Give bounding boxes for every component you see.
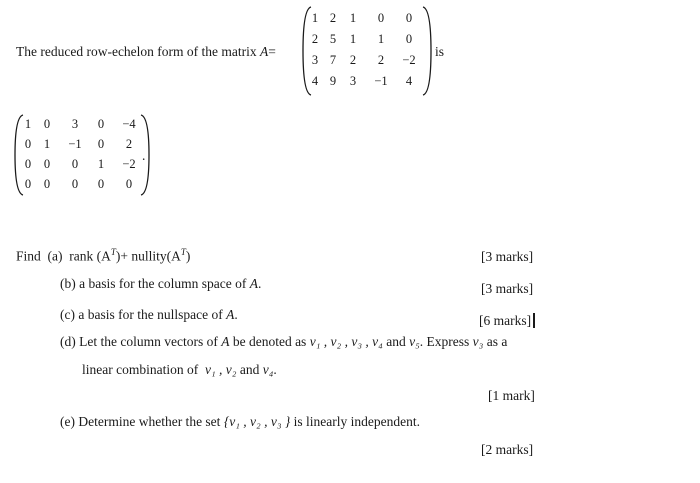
part-b-marks: [3 marks] bbox=[481, 281, 534, 296]
part-e bbox=[60, 414, 420, 430]
equals-sign: = bbox=[268, 44, 276, 59]
part-c-text: a basis for the nullspace of bbox=[78, 307, 223, 322]
rref-cell: 0 bbox=[97, 137, 105, 151]
matrix-a-cell: 2 bbox=[349, 53, 357, 67]
part-b-var: A bbox=[249, 276, 258, 291]
rref-cell: 0 bbox=[43, 177, 51, 191]
part-a-marks: [3 marks] bbox=[481, 249, 534, 264]
matrix-a-cell: 1 bbox=[349, 11, 357, 25]
part-c-marks-wrap bbox=[479, 313, 535, 329]
find-label: Find bbox=[16, 248, 41, 264]
rref-cell: 0 bbox=[24, 157, 32, 171]
part-d-line2 bbox=[82, 362, 277, 378]
part-d-line1c: . Express bbox=[419, 334, 470, 349]
rref-cell: 3 bbox=[71, 117, 79, 131]
part-a-sup2: T bbox=[180, 247, 186, 257]
matrix-a-cell: 0 bbox=[405, 32, 413, 46]
part-d-vecs: v₁ , v₂ , v₃ , v₄ bbox=[309, 334, 383, 349]
part-e-set: {v₁ , v₂ , v₃ } bbox=[223, 414, 291, 429]
part-d-var: A bbox=[221, 334, 230, 349]
part-c-marks: [6 marks] bbox=[479, 313, 532, 328]
part-d-line2a: linear combination of bbox=[82, 362, 199, 377]
part-a-text2: )+ nullity(A bbox=[115, 248, 181, 264]
part-a bbox=[16, 244, 190, 265]
matrix-a bbox=[302, 6, 432, 96]
part-d-label: (d) bbox=[60, 334, 76, 349]
matrix-a-cell: 2 bbox=[311, 32, 319, 46]
rref-cell: 0 bbox=[71, 177, 79, 191]
matrix-a-cell: 3 bbox=[311, 53, 319, 67]
matrix-a-cell: 1 bbox=[377, 32, 385, 46]
part-a-sup: T bbox=[110, 247, 116, 257]
rref-cell: 0 bbox=[24, 137, 32, 151]
part-d-line1d: as a bbox=[486, 334, 508, 349]
part-b bbox=[60, 276, 261, 292]
matrix-a-cell: 2 bbox=[377, 53, 385, 67]
part-e-text: Determine whether the set bbox=[78, 414, 221, 429]
part-e-label: (e) bbox=[60, 414, 75, 429]
part-d-line1b: be denoted as bbox=[232, 334, 307, 349]
part-e-marks: [2 marks] bbox=[481, 442, 534, 457]
rref-cell: 0 bbox=[97, 117, 105, 131]
rref-cell: 1 bbox=[24, 117, 32, 131]
is-text: is bbox=[435, 44, 445, 59]
part-d-line1 bbox=[60, 334, 507, 350]
rref-cell: 0 bbox=[71, 157, 79, 171]
part-a-text: rank (A bbox=[69, 248, 111, 264]
intro-text: The reduced row-echelon form of the matrix bbox=[16, 44, 257, 59]
rref-cell: 0 bbox=[43, 157, 51, 171]
part-c-label: (c) bbox=[60, 307, 75, 322]
rref-cell: 0 bbox=[43, 117, 51, 131]
part-d-line1a: Let the column vectors of bbox=[79, 334, 218, 349]
part-d-line2v4: v₄ bbox=[262, 362, 274, 377]
part-b-text: a basis for the column space of bbox=[79, 276, 247, 291]
part-c-end: . bbox=[234, 307, 238, 322]
rref-cell: −2 bbox=[122, 157, 136, 171]
matrix-a-cell: −1 bbox=[374, 74, 388, 88]
rref-cell: 0 bbox=[125, 177, 133, 191]
rref-matrix bbox=[14, 114, 154, 196]
right-paren bbox=[422, 6, 432, 96]
rref-period: . bbox=[142, 148, 146, 163]
rref-cell: 2 bbox=[125, 137, 133, 151]
matrix-a-cell: 9 bbox=[329, 74, 337, 88]
matrix-a-cell: 0 bbox=[405, 11, 413, 25]
rref-cell: 0 bbox=[24, 177, 32, 191]
matrix-a-cell: 4 bbox=[405, 74, 413, 88]
matrix-a-cell: 4 bbox=[311, 74, 319, 88]
part-c-var: A bbox=[226, 307, 235, 322]
rref-cell: −1 bbox=[68, 137, 82, 151]
part-d-v3: v₃ bbox=[472, 334, 484, 349]
part-a-label: (a) bbox=[47, 248, 63, 264]
rref-cell: −4 bbox=[122, 117, 136, 131]
rref-cell: 1 bbox=[97, 157, 105, 171]
matrix-a-cell: 5 bbox=[329, 32, 337, 46]
matrix-a-cell: 7 bbox=[329, 53, 337, 67]
part-d-and: and bbox=[386, 334, 406, 349]
part-d-v5: v₅ bbox=[409, 334, 420, 349]
question-intro bbox=[16, 44, 276, 60]
part-c bbox=[60, 307, 238, 323]
matrix-a-cell: 2 bbox=[329, 11, 337, 25]
part-d-marks: [1 mark] bbox=[488, 388, 535, 403]
text-cursor bbox=[533, 313, 535, 328]
matrix-a-cell: 1 bbox=[349, 32, 357, 46]
part-a-text3: ) bbox=[185, 248, 191, 264]
rref-cell: 1 bbox=[43, 137, 51, 151]
matrix-a-cell: −2 bbox=[402, 53, 416, 67]
part-b-label: (b) bbox=[60, 276, 76, 291]
matrix-a-cell: 0 bbox=[377, 11, 385, 25]
part-b-end: . bbox=[257, 276, 262, 291]
rref-cell: 0 bbox=[97, 177, 105, 191]
part-d-line2end: . bbox=[273, 362, 277, 377]
part-d-line2and: and bbox=[239, 362, 260, 377]
part-e-text2: is linearly independent. bbox=[293, 414, 421, 429]
matrix-a-cell: 3 bbox=[349, 74, 357, 88]
matrix-name: A bbox=[260, 44, 269, 59]
part-d-line2vecs: v₁ , v₂ bbox=[204, 362, 237, 377]
matrix-a-cell: 1 bbox=[311, 11, 319, 25]
